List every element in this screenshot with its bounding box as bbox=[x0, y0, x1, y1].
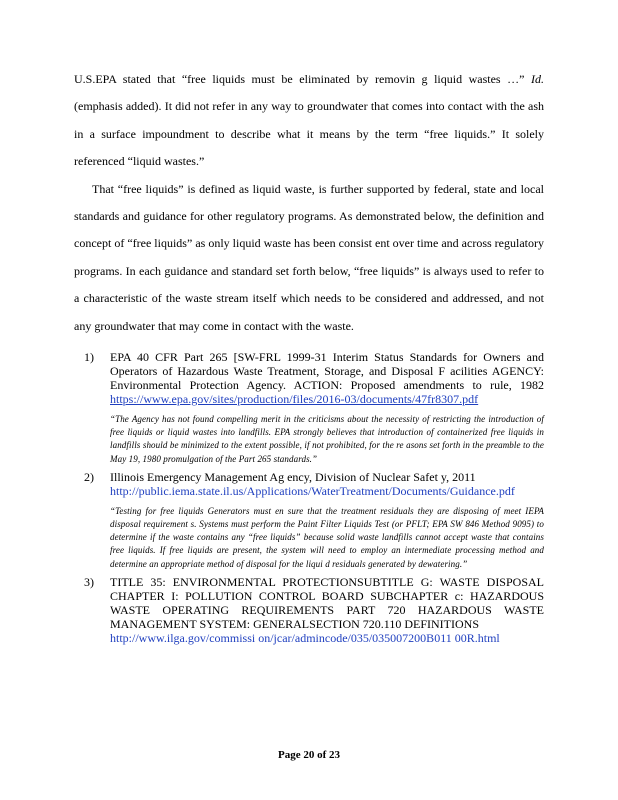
reference-list bbox=[74, 350, 544, 645]
page-footer bbox=[0, 749, 618, 761]
reference-number: 3) bbox=[84, 574, 94, 589]
reference-item-1 bbox=[74, 350, 544, 466]
reference-link[interactable]: http://public.iema.state.il.us/Applications/WaterTreatment/Documents/Guidance.pdf bbox=[110, 483, 515, 498]
reference-item-3 bbox=[74, 575, 544, 645]
reference-title: EPA 40 CFR Part 265 [SW-FRL 1999-31 Interim Status Standards for Owners and Operators of Hazardous Waste Treatment, Storage, and Disposal F acilities AGENCY: Environmental Protection Agency. ACTION: Proposed amendments to rule, 1982 bbox=[110, 350, 544, 393]
page-total: 23 bbox=[329, 749, 341, 761]
page-number: 20 bbox=[303, 749, 315, 761]
paragraph-1-end: (emphasis added). It did not refer in any way to groundwater that comes into contact with the ash in a surface impoundment to describe what it means by the term “free liquids.” It solely referenced “liquid wastes.” bbox=[74, 99, 544, 169]
reference-title: TITLE 35: ENVIRONMENTAL PROTECTIONSUBTITLE G: WASTE DISPOSAL CHAPTER I: POLLUTION CONTROL BOARD SUBCHAPTER c: HAZARDOUS WASTE OPERATING REQUIREMENTS PART 720 HAZARDOUS WASTE MANAGEMENT SYSTEM: GENERALSECTION 720.110 DEFINITIONS bbox=[110, 574, 544, 631]
paragraph-1 bbox=[74, 66, 544, 176]
reference-link[interactable]: https://www.epa.gov/sites/production/files/2016-03/documents/47fr8307.pdf bbox=[110, 392, 479, 407]
reference-text bbox=[110, 470, 544, 498]
of-label: of bbox=[314, 749, 330, 761]
reference-quote: “The Agency has not found compelling merit in the criticisms about the necessity of restricting the introduction of free liquids or liquid wastes into landfills. EPA strongly believes that introduction of containerized free liquids in landfills should be minimized to the extent possible, if not prohibited, for the re asons set forth in the preamble to the May 19, 1980 promulgation of the Part 265 standards.” bbox=[110, 414, 544, 464]
document-page bbox=[74, 66, 544, 649]
reference-number: 2) bbox=[84, 469, 94, 484]
paragraph-1-start: U.S.EPA stated that “free liquids must be eliminated by removin g liquid wastes …” bbox=[74, 72, 525, 86]
reference-link[interactable]: http://www.ilga.gov/commissi on/jcar/admincode/035/035007200B011 00R.html bbox=[110, 630, 500, 645]
reference-title: Illinois Emergency Management Ag ency, Division of Nuclear Safet y, 2011 bbox=[110, 469, 476, 484]
reference-item-2 bbox=[74, 470, 544, 571]
id-citation: Id. bbox=[531, 72, 545, 86]
paragraph-2: That “free liquids” is defined as liquid waste, is further supported by federal, state and local standards and guidance for other regulatory programs. As demonstrated below, the definition and concept of “free liquids” as only liquid waste has been consist ent over time and across regulatory programs. In each guidance and standard set forth below, “free liquids” is always used to refer to a characteristic of the waste stream itself which needs to be considered and addressed, and not any groundwater that may come in contact with the waste. bbox=[74, 181, 544, 333]
reference-number: 1) bbox=[84, 350, 94, 365]
reference-quote: “Testing for free liquids Generators must en sure that the treatment residuals they are disposing of meet IEPA disposal requirement s. Systems must perform the Paint Filter Liquids Test (or PFLT; EPA SW 846 Method 9095) to determine if the waste contains any “free liquids” because solid waste landfills cannot accept waste that contains free liquids. If free liquids are present, the system will need to employ an intermediate processing method and determine an appropriate method of disposal for the liqui d residuals generated by dewatering.” bbox=[110, 505, 544, 569]
reference-text bbox=[110, 350, 544, 406]
page-label: Page bbox=[277, 749, 304, 761]
reference-text bbox=[110, 575, 544, 645]
